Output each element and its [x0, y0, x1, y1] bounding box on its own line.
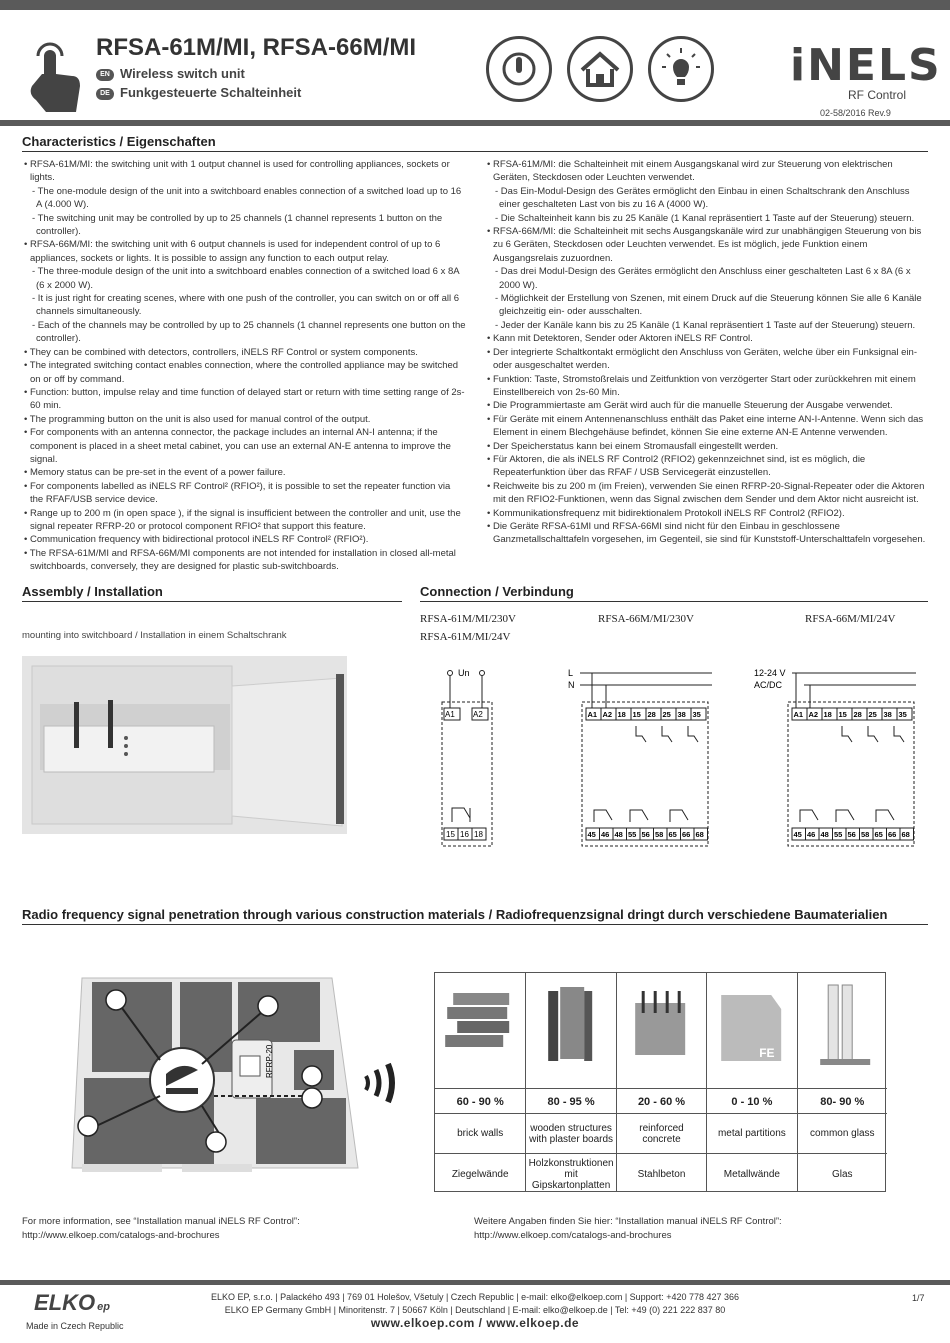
inels-logo: iNELS	[790, 40, 942, 91]
material-percent: 20 - 60 %	[617, 1088, 706, 1114]
material-illustration	[707, 973, 797, 1083]
terminal-label: 46	[601, 830, 610, 839]
material-en: reinforced concrete	[617, 1114, 706, 1154]
characteristic-item: - It is just right for creating scenes, where with one push of the controller, you can switch on or off all 6 channels simultaneously.	[32, 293, 460, 318]
material-column	[525, 973, 615, 1191]
material-en: common glass	[798, 1114, 887, 1154]
material-illustration	[617, 973, 707, 1083]
terminal-label: 58	[861, 830, 870, 839]
terminal-label: 56	[641, 830, 650, 839]
material-column	[616, 973, 706, 1191]
characteristic-item: • Für Aktoren, die als iNELS RF Control2 (RFIO2) gekennzeichnet sind, ist es möglich, die Repeaterfunktion über das RFAF / USB Servicegerät einzustellen.	[487, 453, 866, 479]
terminal-label: 55	[628, 830, 637, 839]
terminal-label: 28	[647, 710, 656, 719]
radio-heading: Radio frequency signal penetration through various construction materials / Radiofrequenzsignal dringt durch verschiedene Baumaterialien	[22, 907, 928, 925]
elko-logo-text: ELKO	[34, 1290, 96, 1315]
d1-term-a1: A1	[445, 710, 455, 719]
terminal-label: 66	[682, 830, 691, 839]
d3-supply-label: 12-24 V	[754, 668, 786, 678]
footer-addresses	[0, 1291, 950, 1317]
footer-address-de: ELKO EP Germany GmbH | Minoritenstr. 7 | 50667 Köln | Deutschland | E-mail: elko@elkoep.de | Tel: +49 (0) 221 222 837 80	[224, 1305, 726, 1315]
material-percent: 80- 90 %	[798, 1088, 887, 1114]
terminal-label: 18	[823, 710, 832, 719]
terminal-label: A2	[808, 710, 819, 719]
label-rfsa-66-24: RFSA-66M/MI/24V	[805, 613, 896, 625]
characteristic-item: • Der integrierte Schaltkontakt ermöglicht den Anschluss von Geräten, welche über ein Funksignal ein- oder ausgeschaltet werden.	[487, 346, 917, 372]
characteristics-en	[22, 158, 466, 574]
material-column	[797, 973, 887, 1191]
more-info-en	[22, 1215, 300, 1243]
terminal-label: 28	[853, 710, 862, 719]
logo-subtitle: RF Control	[848, 88, 907, 102]
characteristic-item: • Die Programmiertaste am Gerät wird auch für die manuelle Steuerung der Ausgabe verwendet.	[487, 400, 893, 412]
characteristic-item: • Memory status can be pre-set in the event of a power failure.	[24, 467, 286, 479]
connection-heading: Connection / Verbindung	[420, 584, 928, 602]
terminal-label: 46	[807, 830, 816, 839]
characteristic-item: • Reichweite bis zu 200 m (im Freien), verwenden Sie einen RFRP-20-Signal-Repeater oder die Aktoren mit den RFIO2-Funktionen, wenn das Signal zwischen dem Sender und dem Aktor nicht ausreicht ist.	[487, 480, 925, 506]
characteristic-item: • The RFSA-61M/MI and RFSA-66M/MI components are not intended for installation in closed all-metal switchboards, conversely, they are designed for plastic sub-switchboards.	[24, 547, 456, 573]
assembly-caption: mounting into switchboard / Installation in einem Schaltschrank	[22, 630, 287, 641]
label-rfsa-61-24: RFSA-61M/MI/24V	[420, 631, 511, 643]
d3-bottom-terminals	[792, 828, 914, 840]
terminal-label: 68	[901, 830, 910, 839]
characteristic-item: • Communication frequency with bidirectional protocol iNELS RF Control² (RFIO²).	[24, 534, 369, 546]
svg-text:FE: FE	[759, 1046, 775, 1060]
wiring-diagram-66-24	[752, 662, 922, 852]
switchboard-photo	[22, 656, 347, 834]
elko-logo-ep: ep	[97, 1301, 110, 1313]
terminal-label: 55	[834, 830, 843, 839]
characteristic-item: • Function: button, impulse relay and time function of delayed start or return with time setting range of 2s-60 min.	[24, 386, 465, 412]
characteristic-item: • Die Geräte RFSA-61MI und RFSA-66MI sind nicht für den Einbau in geschlossene Ganzmetallschalttafeln vorgesehen, im Gegenteil, sie sind für Kunststoff-Unterschalttafeln vorgesehen.	[487, 520, 926, 546]
hand-touch-icon	[20, 28, 86, 118]
characteristic-item: - The one-module design of the unit into a switchboard enables connection of a switched load up to 16 A (4.000 W).	[32, 185, 462, 211]
characteristic-item: • RFSA-61M/MI: die Schalteinheit mit einem Ausgangskanal wird zur Steuerung von elektrischen Geräten, Steckdosen oder Leuchten verwendet.	[487, 159, 893, 184]
d1-term-18: 18	[474, 830, 483, 839]
characteristic-item: • RFSA-66M/MI: die Schalteinheit mit sechs Ausgangskanäle wird zur unabhängigen Steuerung von bis zu 6 Geräten, Steckdosen oder Leuchten verwendet. Es ist möglich, jede Funktion einem Ausgangsrelais zuzuordnen.	[487, 226, 922, 264]
d1-term-16: 16	[460, 830, 469, 839]
terminal-label: 35	[692, 710, 701, 719]
more-info-en-line1: For more information, see “Installation manual iNELS RF Control”:	[22, 1216, 300, 1227]
d1-term-a2: A2	[473, 710, 483, 719]
terminal-label: 25	[868, 710, 877, 719]
material-de: Glas	[832, 1168, 853, 1180]
characteristic-item: - Das drei Modul-Design des Gerätes ermöglicht den Anschluss einer geschalteten Last 6 x 8A (6 x 2000 W).	[495, 266, 911, 291]
terminal-label: 38	[677, 710, 686, 719]
wiring-diagram-66-230	[566, 662, 716, 852]
material-percent: 0 - 10 %	[707, 1088, 796, 1114]
terminal-label: 66	[888, 830, 897, 839]
bulb-icon	[648, 36, 714, 102]
terminal-label: 18	[617, 710, 626, 719]
subtitle-en-text: Wireless switch unit	[120, 66, 245, 81]
characteristic-item: • Funktion: Taste, Stromstoßrelais und Zeitfunktion von verzögerter Start oder zurückkehren mit einem Einstellbereich von 2s-60 Min.	[487, 373, 916, 398]
footer-address-cz: ELKO EP, s.r.o. | Palackého 493 | 769 01 Holešov, Všetuly | Czech Republic | e-mail: elko@elkoep.com | Support: +420 778 427 366	[210, 1292, 740, 1302]
d3-top-terminals	[792, 708, 912, 720]
characteristic-item: • The integrated switching contact enables connection, where the controlled appliance may be switched on or off by command.	[24, 360, 459, 385]
top-bar	[0, 0, 950, 10]
wiring-diagram-61	[430, 662, 510, 852]
characteristics-de	[485, 158, 928, 547]
d2-top-terminals	[586, 708, 706, 720]
terminal-label: 68	[695, 830, 704, 839]
more-info-de-line1: Weitere Angaben finden Sie hier: “Installation manual iNELS RF Control”:	[474, 1216, 782, 1227]
subtitle-en	[96, 66, 245, 81]
d1-term-15: 15	[446, 830, 455, 839]
lang-badge-en: EN	[96, 69, 114, 81]
characteristic-item: • Kann mit Detektoren, Sender oder Aktoren iNELS RF Control.	[487, 333, 753, 345]
power-icon	[486, 36, 552, 102]
characteristic-item: • The programming button on the unit is also used for manual control of the output.	[24, 413, 371, 425]
characteristic-item: • RFSA-61M/MI: the switching unit with 1 output channel is used for controlling appliances, sockets or lights.	[24, 159, 450, 184]
material-illustration	[526, 973, 616, 1083]
lang-badge-de: DE	[96, 88, 114, 100]
material-de: Stahlbeton	[637, 1168, 686, 1180]
material-illustration	[435, 973, 525, 1083]
repeater-label: RFRP-20	[265, 1044, 274, 1078]
material-en: metal partitions	[707, 1114, 796, 1154]
characteristic-item: • They can be combined with detectors, controllers, iNELS RF Control or system components.	[24, 346, 418, 358]
characteristic-item: - Möglichkeit der Erstellung von Szenen, mit einem Druck auf die Steuerung können Sie alle 6 Kanäle gleichzeitig ein- oder ausschalten.	[495, 293, 922, 318]
page-title: RFSA-61M/MI, RFSA-66M/MI	[96, 34, 417, 61]
material-de: Metallwände	[723, 1168, 780, 1180]
terminal-label: 65	[874, 830, 883, 839]
material-de: Ziegelwände	[451, 1168, 509, 1180]
characteristic-item: • Kommunikationsfrequenz mit bidirektionalem Protokoll iNELS RF Control2 (RFIO2).	[487, 507, 845, 519]
footer-bar	[0, 1280, 950, 1285]
terminal-label: 38	[883, 710, 892, 719]
d3-supply-label-2: AC/DC	[754, 680, 783, 690]
material-en: brick walls	[435, 1114, 525, 1154]
header	[0, 10, 950, 122]
characteristic-item: - Jeder der Kanäle kann bis zu 25 Kanäle (1 Kanal repräsentiert 1 Taste auf der Steuerung) steuern.	[495, 319, 916, 331]
terminal-label: 48	[614, 830, 623, 839]
characteristic-item: • For components labelled as iNELS RF Control² (RFIO²), it is possible to set the repeater function via the RFAF/USB service device.	[24, 480, 451, 506]
floor-plan-illustration	[62, 968, 362, 1198]
characteristic-item: - Each of the channels may be controlled by up to 25 channels (1 channel represents one button on the controller).	[32, 319, 466, 345]
terminal-label: A1	[587, 710, 598, 719]
d2-label-L: L	[568, 668, 574, 678]
revision: 02-58/2016 Rev.9	[820, 108, 891, 118]
material-percent: 80 - 95 %	[526, 1088, 615, 1114]
more-info-de	[474, 1215, 782, 1243]
made-in: Made in Czech Republic	[26, 1321, 124, 1331]
terminal-label: 65	[668, 830, 677, 839]
terminal-label: 56	[847, 830, 856, 839]
terminal-label: 35	[898, 710, 907, 719]
page-number: 1/7	[912, 1293, 925, 1303]
characteristic-item: • RFSA-66M/MI: the switching unit with 6 output channels is used for independent control of up to 6 appliances, sockets or lights. It is possible to assign any function to each output relay.	[24, 239, 441, 264]
label-rfsa-61-230: RFSA-61M/MI/230V	[420, 613, 516, 625]
more-info-en-link[interactable]: http://www.elkoep.com/catalogs-and-brochures	[22, 1230, 220, 1241]
d2-label-N: N	[568, 680, 575, 690]
characteristic-item: • Der Speicherstatus kann bei einem Stromausfall eingestellt werden.	[487, 440, 779, 452]
terminal-label: 15	[838, 710, 847, 719]
terminal-label: 48	[820, 830, 829, 839]
characteristic-item: • Range up to 200 m (in open space ), if the signal is insufficient between the controller and unit, use the signal repeater RFRP-20 or protocol component RFIO² that support this feature.	[24, 507, 461, 532]
characteristic-item: • Für Geräte mit einem Antennenanschluss enthält das Paket eine interne AN-I-Antenne. Wenn sich das Element in einem Blechgehäuse befindet, können Sie eine externe AN-E Antenne verwenden.	[487, 413, 924, 439]
characteristic-item: • For components with an antenna connector, the package includes an internal AN-I antenna; if the component is placed in a sheet metal cabinet, you can use an external AN-E antenna to improve the signal.	[24, 427, 451, 465]
assembly-heading: Assembly / Installation	[22, 584, 402, 602]
terminal-label: 58	[655, 830, 664, 839]
terminal-label: 45	[793, 830, 802, 839]
material-column	[435, 973, 525, 1191]
material-percent: 60 - 90 %	[435, 1088, 525, 1114]
d1-supply-label: Un	[458, 668, 470, 678]
materials-table	[434, 972, 886, 1192]
material-illustration	[798, 973, 888, 1083]
d2-bottom-terminals	[586, 828, 708, 840]
footer-web[interactable]: www.elkoep.com / www.elkoep.de	[370, 1316, 580, 1330]
terminal-label: A1	[793, 710, 804, 719]
subtitle-de	[96, 85, 301, 100]
terminal-label: A2	[602, 710, 613, 719]
header-separator	[0, 120, 950, 126]
characteristics-heading: Characteristics / Eigenschaften	[22, 134, 928, 152]
material-en: wooden structures with plaster boards	[526, 1114, 615, 1154]
subtitle-de-text: Funkgesteuerte Schalteinheit	[120, 85, 302, 100]
terminal-label: 45	[587, 830, 596, 839]
characteristic-item: - Das Ein-Modul-Design des Gerätes ermöglicht den Einbau in einen Schaltschrank den Anschluss einer geschalteten Last von bis zu 16 A (4000 W).	[495, 185, 910, 211]
material-de: Holzkonstruktionen mit Gipskartonplatten	[528, 1157, 614, 1191]
characteristic-item: - The switching unit may be controlled by up to 25 channels (1 channel represents 1 button on the controller).	[32, 212, 443, 238]
more-info-de-link[interactable]: http://www.elkoep.com/catalogs-and-brochures	[474, 1230, 672, 1241]
signal-waves-icon	[360, 1058, 410, 1108]
characteristic-item: - The three-module design of the unit into a switchboard enables connection of a switched load 6 x 8A (6 x 2000 W).	[32, 266, 460, 291]
terminal-label: 15	[632, 710, 641, 719]
home-icon	[567, 36, 633, 102]
characteristic-item: - Die Schalteinheit kann bis zu 25 Kanäle (1 Kanal repräsentiert 1 Taste auf der Steuerung) steuern.	[495, 212, 915, 224]
material-column	[706, 973, 796, 1191]
terminal-label: 25	[662, 710, 671, 719]
label-rfsa-66-230: RFSA-66M/MI/230V	[598, 613, 694, 625]
